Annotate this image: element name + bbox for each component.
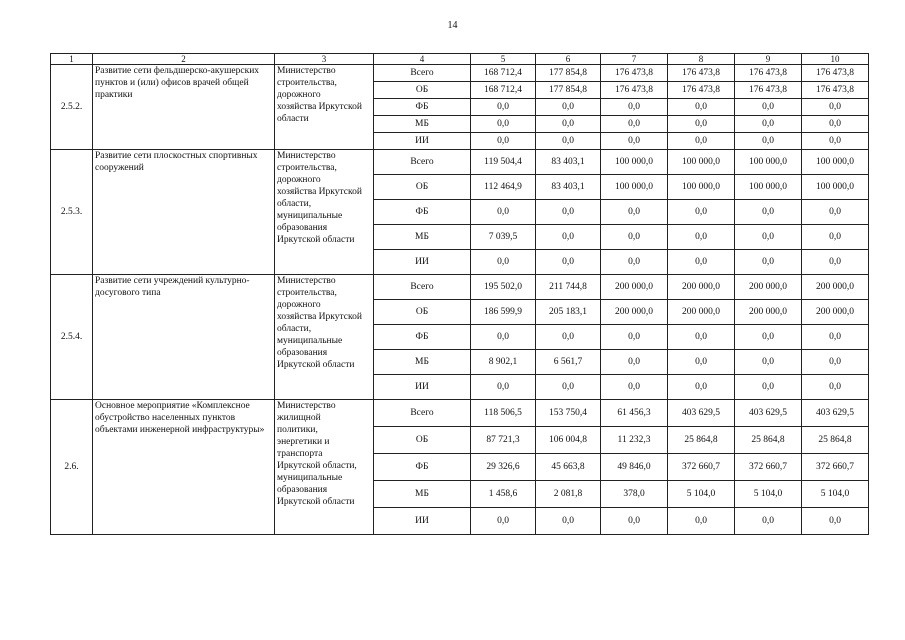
amount-cell: 119 504,4	[471, 150, 536, 175]
amount-cell: 200 000,0	[802, 300, 869, 325]
amount-cell: 168 712,4	[471, 65, 536, 82]
amount-cell: 176 473,8	[668, 82, 735, 99]
amount-cell: 0,0	[536, 375, 601, 400]
amount-cell: 0,0	[536, 325, 601, 350]
amount-cell: 200 000,0	[601, 275, 668, 300]
funding-source: МБ	[374, 116, 471, 133]
amount-cell: 0,0	[601, 325, 668, 350]
amount-cell: 177 854,8	[536, 82, 601, 99]
amount-cell: 200 000,0	[735, 300, 802, 325]
amount-cell: 0,0	[668, 225, 735, 250]
amount-cell: 0,0	[471, 99, 536, 116]
amount-cell: 1 458,6	[471, 481, 536, 508]
amount-cell: 0,0	[601, 116, 668, 133]
amount-cell: 168 712,4	[471, 82, 536, 99]
table-body	[51, 54, 869, 535]
amount-cell: 0,0	[601, 99, 668, 116]
executor: Министерство жилищной политики, энергетики и транспорта Иркутской области, муниципальные образования Иркутской области	[275, 400, 374, 535]
header-cell: 5	[471, 54, 536, 65]
funding-source: Всего	[374, 150, 471, 175]
amount-cell: 0,0	[601, 133, 668, 150]
amount-cell: 83 403,1	[536, 175, 601, 200]
amount-cell: 176 473,8	[802, 82, 869, 99]
amount-cell: 0,0	[735, 350, 802, 375]
amount-cell: 0,0	[735, 375, 802, 400]
amount-cell: 0,0	[668, 375, 735, 400]
amount-cell: 372 660,7	[802, 454, 869, 481]
amount-cell: 0,0	[802, 250, 869, 275]
funding-source: ФБ	[374, 454, 471, 481]
funding-source: ИИ	[374, 250, 471, 275]
amount-cell: 87 721,3	[471, 427, 536, 454]
activity-name: Развитие сети плоскостных спортивных сооружений	[93, 150, 275, 275]
activity-name: Основное мероприятие «Комплексное обустройство населенных пунктов объектами инженерной инфраструктуры»	[93, 400, 275, 535]
budget-table	[50, 53, 869, 535]
funding-source: ОБ	[374, 82, 471, 99]
header-cell: 2	[93, 54, 275, 65]
amount-cell: 0,0	[471, 250, 536, 275]
item-number: 2.5.2.	[51, 65, 93, 150]
amount-cell: 106 004,8	[536, 427, 601, 454]
amount-cell: 25 864,8	[802, 427, 869, 454]
amount-cell: 0,0	[735, 200, 802, 225]
amount-cell: 100 000,0	[802, 150, 869, 175]
amount-cell: 5 104,0	[668, 481, 735, 508]
funding-source: ИИ	[374, 508, 471, 535]
amount-cell: 0,0	[601, 200, 668, 225]
funding-source: ОБ	[374, 300, 471, 325]
table-row	[51, 150, 869, 175]
amount-cell: 0,0	[471, 508, 536, 535]
amount-cell: 0,0	[802, 508, 869, 535]
activity-name: Развитие сети фельдшерско-акушерских пунктов и (или) офисов врачей общей практики	[93, 65, 275, 150]
amount-cell: 200 000,0	[668, 275, 735, 300]
header-cell: 8	[668, 54, 735, 65]
amount-cell: 45 663,8	[536, 454, 601, 481]
amount-cell: 0,0	[802, 350, 869, 375]
table-row	[51, 275, 869, 300]
funding-source: ФБ	[374, 99, 471, 116]
amount-cell: 378,0	[601, 481, 668, 508]
amount-cell: 2 081,8	[536, 481, 601, 508]
amount-cell: 29 326,6	[471, 454, 536, 481]
amount-cell: 0,0	[668, 116, 735, 133]
amount-cell: 0,0	[668, 99, 735, 116]
amount-cell: 195 502,0	[471, 275, 536, 300]
amount-cell: 100 000,0	[735, 150, 802, 175]
amount-cell: 211 744,8	[536, 275, 601, 300]
amount-cell: 205 183,1	[536, 300, 601, 325]
amount-cell: 0,0	[471, 200, 536, 225]
header-cell: 7	[601, 54, 668, 65]
item-number: 2.6.	[51, 400, 93, 535]
table-row	[51, 65, 869, 82]
amount-cell: 0,0	[735, 133, 802, 150]
amount-cell: 200 000,0	[668, 300, 735, 325]
amount-cell: 0,0	[668, 250, 735, 275]
activity-name: Развитие сети учреждений культурно-досугового типа	[93, 275, 275, 400]
amount-cell: 176 473,8	[735, 65, 802, 82]
amount-cell: 0,0	[471, 133, 536, 150]
amount-cell: 372 660,7	[668, 454, 735, 481]
amount-cell: 186 599,9	[471, 300, 536, 325]
executor: Министерство строительства, дорожного хозяйства Иркутской области, муниципальные образования Иркутской области	[275, 275, 374, 400]
amount-cell: 100 000,0	[668, 175, 735, 200]
amount-cell: 100 000,0	[668, 150, 735, 175]
funding-source: Всего	[374, 275, 471, 300]
header-cell: 9	[735, 54, 802, 65]
amount-cell: 0,0	[802, 99, 869, 116]
amount-cell: 0,0	[668, 508, 735, 535]
amount-cell: 200 000,0	[802, 275, 869, 300]
amount-cell: 177 854,8	[536, 65, 601, 82]
amount-cell: 0,0	[471, 375, 536, 400]
amount-cell: 0,0	[668, 350, 735, 375]
amount-cell: 0,0	[536, 116, 601, 133]
amount-cell: 372 660,7	[735, 454, 802, 481]
amount-cell: 118 506,5	[471, 400, 536, 427]
amount-cell: 0,0	[735, 99, 802, 116]
executor: Министерство строительства, дорожного хозяйства Иркутской области	[275, 65, 374, 150]
amount-cell: 83 403,1	[536, 150, 601, 175]
amount-cell: 0,0	[668, 325, 735, 350]
amount-cell: 403 629,5	[668, 400, 735, 427]
amount-cell: 0,0	[601, 375, 668, 400]
amount-cell: 200 000,0	[601, 300, 668, 325]
amount-cell: 0,0	[802, 133, 869, 150]
amount-cell: 0,0	[471, 325, 536, 350]
amount-cell: 176 473,8	[802, 65, 869, 82]
amount-cell: 0,0	[668, 133, 735, 150]
amount-cell: 100 000,0	[601, 150, 668, 175]
amount-cell: 0,0	[536, 225, 601, 250]
amount-cell: 0,0	[601, 225, 668, 250]
amount-cell: 8 902,1	[471, 350, 536, 375]
amount-cell: 0,0	[601, 350, 668, 375]
amount-cell: 0,0	[735, 225, 802, 250]
amount-cell: 0,0	[668, 200, 735, 225]
amount-cell: 176 473,8	[668, 65, 735, 82]
amount-cell: 0,0	[536, 250, 601, 275]
executor: Министерство строительства, дорожного хозяйства Иркутской области, муниципальные образования Иркутской области	[275, 150, 374, 275]
amount-cell: 0,0	[802, 116, 869, 133]
amount-cell: 49 846,0	[601, 454, 668, 481]
amount-cell: 61 456,3	[601, 400, 668, 427]
table-row	[51, 400, 869, 427]
amount-cell: 0,0	[536, 133, 601, 150]
funding-source: МБ	[374, 350, 471, 375]
amount-cell: 176 473,8	[601, 65, 668, 82]
amount-cell: 0,0	[802, 325, 869, 350]
amount-cell: 403 629,5	[802, 400, 869, 427]
amount-cell: 5 104,0	[802, 481, 869, 508]
amount-cell: 100 000,0	[735, 175, 802, 200]
header-cell: 3	[275, 54, 374, 65]
amount-cell: 100 000,0	[802, 175, 869, 200]
amount-cell: 0,0	[735, 116, 802, 133]
amount-cell: 0,0	[471, 116, 536, 133]
funding-source: ОБ	[374, 175, 471, 200]
funding-source: ФБ	[374, 200, 471, 225]
amount-cell: 25 864,8	[735, 427, 802, 454]
amount-cell: 5 104,0	[735, 481, 802, 508]
amount-cell: 176 473,8	[601, 82, 668, 99]
amount-cell: 11 232,3	[601, 427, 668, 454]
amount-cell: 0,0	[536, 200, 601, 225]
funding-source: ФБ	[374, 325, 471, 350]
amount-cell: 0,0	[735, 508, 802, 535]
amount-cell: 153 750,4	[536, 400, 601, 427]
funding-source: Всего	[374, 65, 471, 82]
amount-cell: 0,0	[536, 508, 601, 535]
amount-cell: 403 629,5	[735, 400, 802, 427]
amount-cell: 0,0	[802, 200, 869, 225]
header-cell: 1	[51, 54, 93, 65]
header-row	[51, 54, 869, 65]
amount-cell: 0,0	[536, 99, 601, 116]
amount-cell: 6 561,7	[536, 350, 601, 375]
amount-cell: 0,0	[802, 225, 869, 250]
amount-cell: 0,0	[735, 250, 802, 275]
amount-cell: 176 473,8	[735, 82, 802, 99]
amount-cell: 100 000,0	[601, 175, 668, 200]
amount-cell: 25 864,8	[668, 427, 735, 454]
amount-cell: 0,0	[601, 250, 668, 275]
funding-source: ОБ	[374, 427, 471, 454]
funding-source: Всего	[374, 400, 471, 427]
header-cell: 4	[374, 54, 471, 65]
page-number: 14	[447, 20, 458, 31]
amount-cell: 0,0	[735, 325, 802, 350]
amount-cell: 7 039,5	[471, 225, 536, 250]
amount-cell: 200 000,0	[735, 275, 802, 300]
funding-source: ИИ	[374, 375, 471, 400]
amount-cell: 0,0	[601, 508, 668, 535]
amount-cell: 112 464,9	[471, 175, 536, 200]
header-cell: 10	[802, 54, 869, 65]
funding-source: ИИ	[374, 133, 471, 150]
item-number: 2.5.4.	[51, 275, 93, 400]
amount-cell: 0,0	[802, 375, 869, 400]
funding-source: МБ	[374, 481, 471, 508]
header-cell: 6	[536, 54, 601, 65]
item-number: 2.5.3.	[51, 150, 93, 275]
funding-source: МБ	[374, 225, 471, 250]
